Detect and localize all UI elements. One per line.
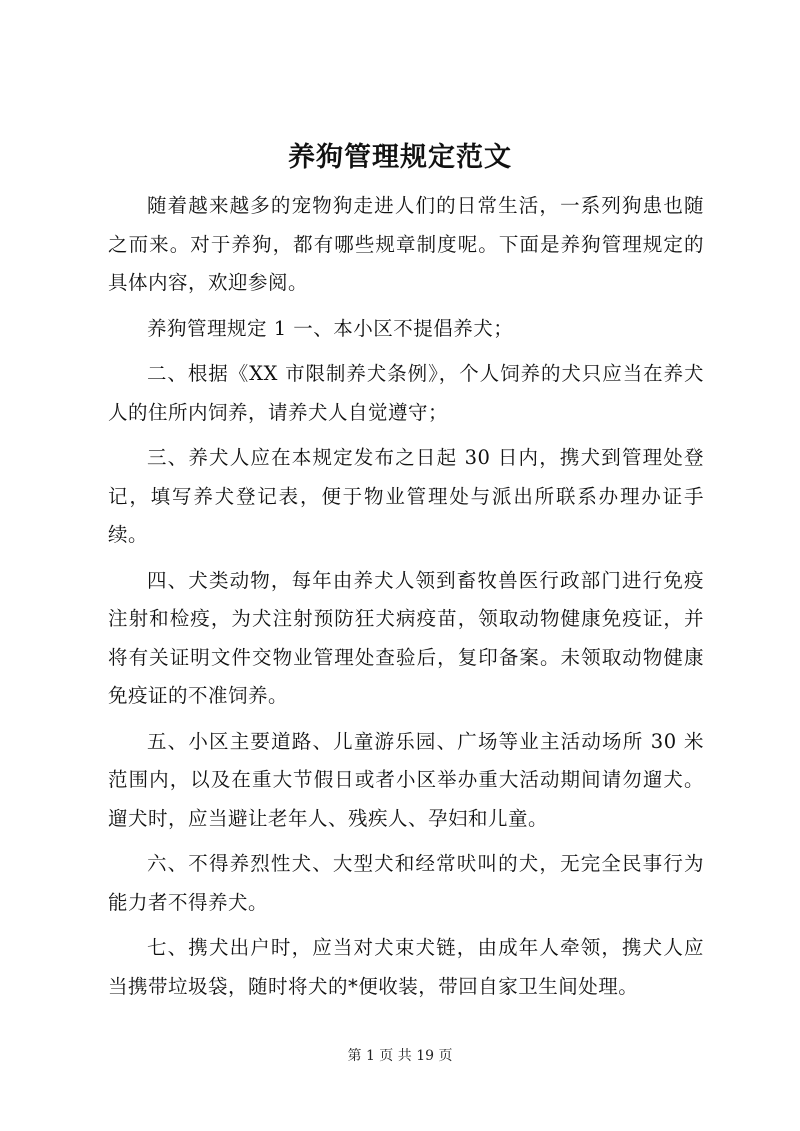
document-body [108, 187, 704, 1013]
paragraph-rule-6: 六、不得养烈性犬、大型犬和经常吠叫的犬，无完全民事行为能力者不得养犬。 [108, 852, 704, 914]
paragraph-rule-4: 四、犬类动物，每年由养犬人领到畜牧兽医行政部门进行免疫注射和检疫，为犬注射预防狂犬病疫苗，领取动物健康免疫证，并将有关证明文件交物业管理处查验后，复印备案。未领取动物健康免疫证的不准饲养。 [108, 568, 704, 707]
page-number-footer: 第 1 页 共 19 页 [347, 1048, 453, 1064]
paragraph-rule-1: 养狗管理规定 1 一、本小区不提倡养犬； [147, 316, 514, 340]
paragraph-rule-7: 七、携犬出户时，应当对犬束犬链，由成年人牵领，携犬人应当携带垃圾袋，随时将犬的*便收装，带回自家卫生间处理。 [108, 936, 704, 998]
paragraph-rule-2: 二、根据《XX 市限制养犬条例》，个人饲养的犬只应当在养犬人的住所内饲养，请养犬人自觉遵守； [108, 362, 704, 424]
document-title: 养狗管理规定范文 [288, 142, 512, 173]
paragraph-intro: 随着越来越多的宠物狗走进人们的日常生活，一系列狗患也随之而来。对于养狗，都有哪些规章制度呢。下面是养狗管理规定的具体内容，欢迎参阅。 [108, 194, 704, 294]
paragraph-rule-5: 五、小区主要道路、儿童游乐园、广场等业主活动场所 30 米范围内，以及在重大节假日或者小区举办重大活动期间请勿遛犬。遛犬时，应当避让老年人、残疾人、孕妇和儿童。 [108, 729, 704, 830]
paragraph-rule-3: 三、养犬人应在本规定发布之日起 30 日内，携犬到管理处登记，填写养犬登记表，便于物业管理处与派出所联系办理办证手续。 [108, 446, 704, 546]
